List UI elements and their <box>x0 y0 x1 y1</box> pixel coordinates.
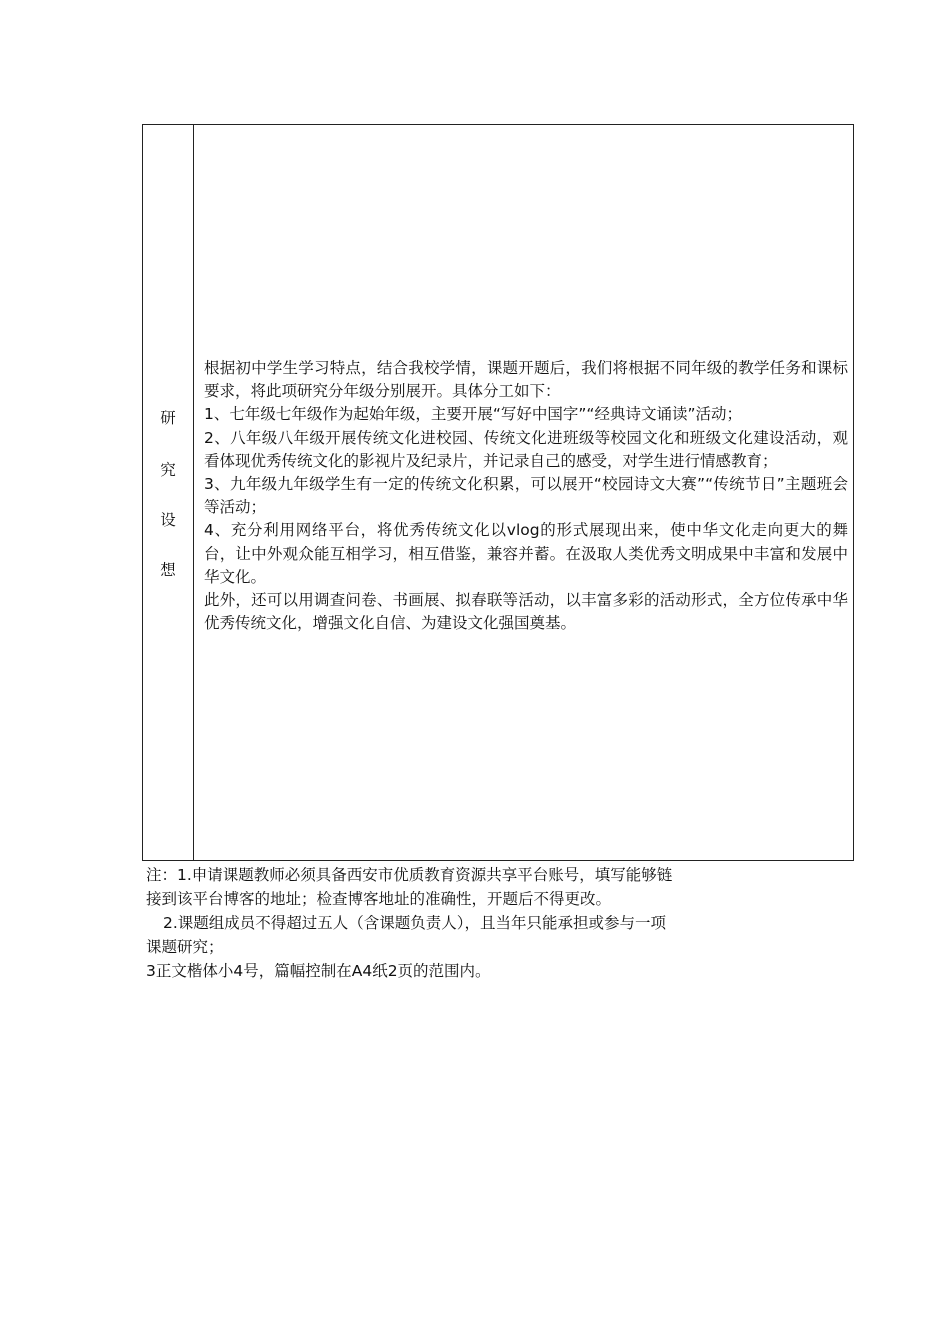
row-label-cell <box>143 125 194 860</box>
research-plan-table <box>142 124 854 861</box>
online-platform-paragraph: 4、充分利用网络平台，将优秀传统文化以vlog的形式展现出来，使中华文化走向更大的舞台，让中外观众能互相学习，相互借鉴，兼容并蓄。在汲取人类优秀文明成果中丰富和发展中华文化。 <box>204 521 848 586</box>
row-label-char: 究 <box>160 461 176 479</box>
grade7-paragraph: 1、七年级七年级作为起始年级，主要开展“写好中国字”“经典诗文诵读”活动； <box>204 405 742 424</box>
footnotes <box>146 863 826 983</box>
note-1-line-2: 接到该平台博客的地址；检查博客地址的准确性，开题后不得更改。 <box>146 890 612 908</box>
row-label-char: 想 <box>160 561 176 579</box>
row-label-char: 研 <box>160 409 176 427</box>
research-plan-content <box>204 357 848 635</box>
note-3: 3正文楷体小4号，篇幅控制在A4纸2页的范围内。 <box>146 962 491 980</box>
note-1-line-1: 注：1.申请课题教师必须具备西安市优质教育资源共享平台账号，填写能够链 <box>146 866 673 884</box>
intro-paragraph: 根据初中学生学习特点，结合我校学情，课题开题后，我们将根据不同年级的教学任务和课标要求，将此项研究分年级分别展开。具体分工如下： <box>204 359 848 401</box>
grade9-paragraph: 3、九年级九年级学生有一定的传统文化积累，可以展开“校园诗文大赛”“传统节日”主题班会等活动； <box>204 475 848 517</box>
note-2-line-1: 2.课题组成员不得超过五人（含课题负责人），且当年只能承担或参与一项 <box>163 914 667 932</box>
row-label-char: 设 <box>160 511 176 529</box>
grade8-paragraph: 2、八年级八年级开展传统文化进校园、传统文化进班级等校园文化和班级文化建设活动，观看体现优秀传统文化的影视片及纪录片，并记录自己的感受，对学生进行情感教育； <box>204 428 848 470</box>
additional-activities-paragraph: 此外，还可以用调查问卷、书画展、拟春联等活动，以丰富多彩的活动形式，全方位传承中华优秀传统文化，增强文化自信、为建设文化强国奠基。 <box>204 591 848 633</box>
note-2-line-2: 课题研究； <box>146 938 224 956</box>
